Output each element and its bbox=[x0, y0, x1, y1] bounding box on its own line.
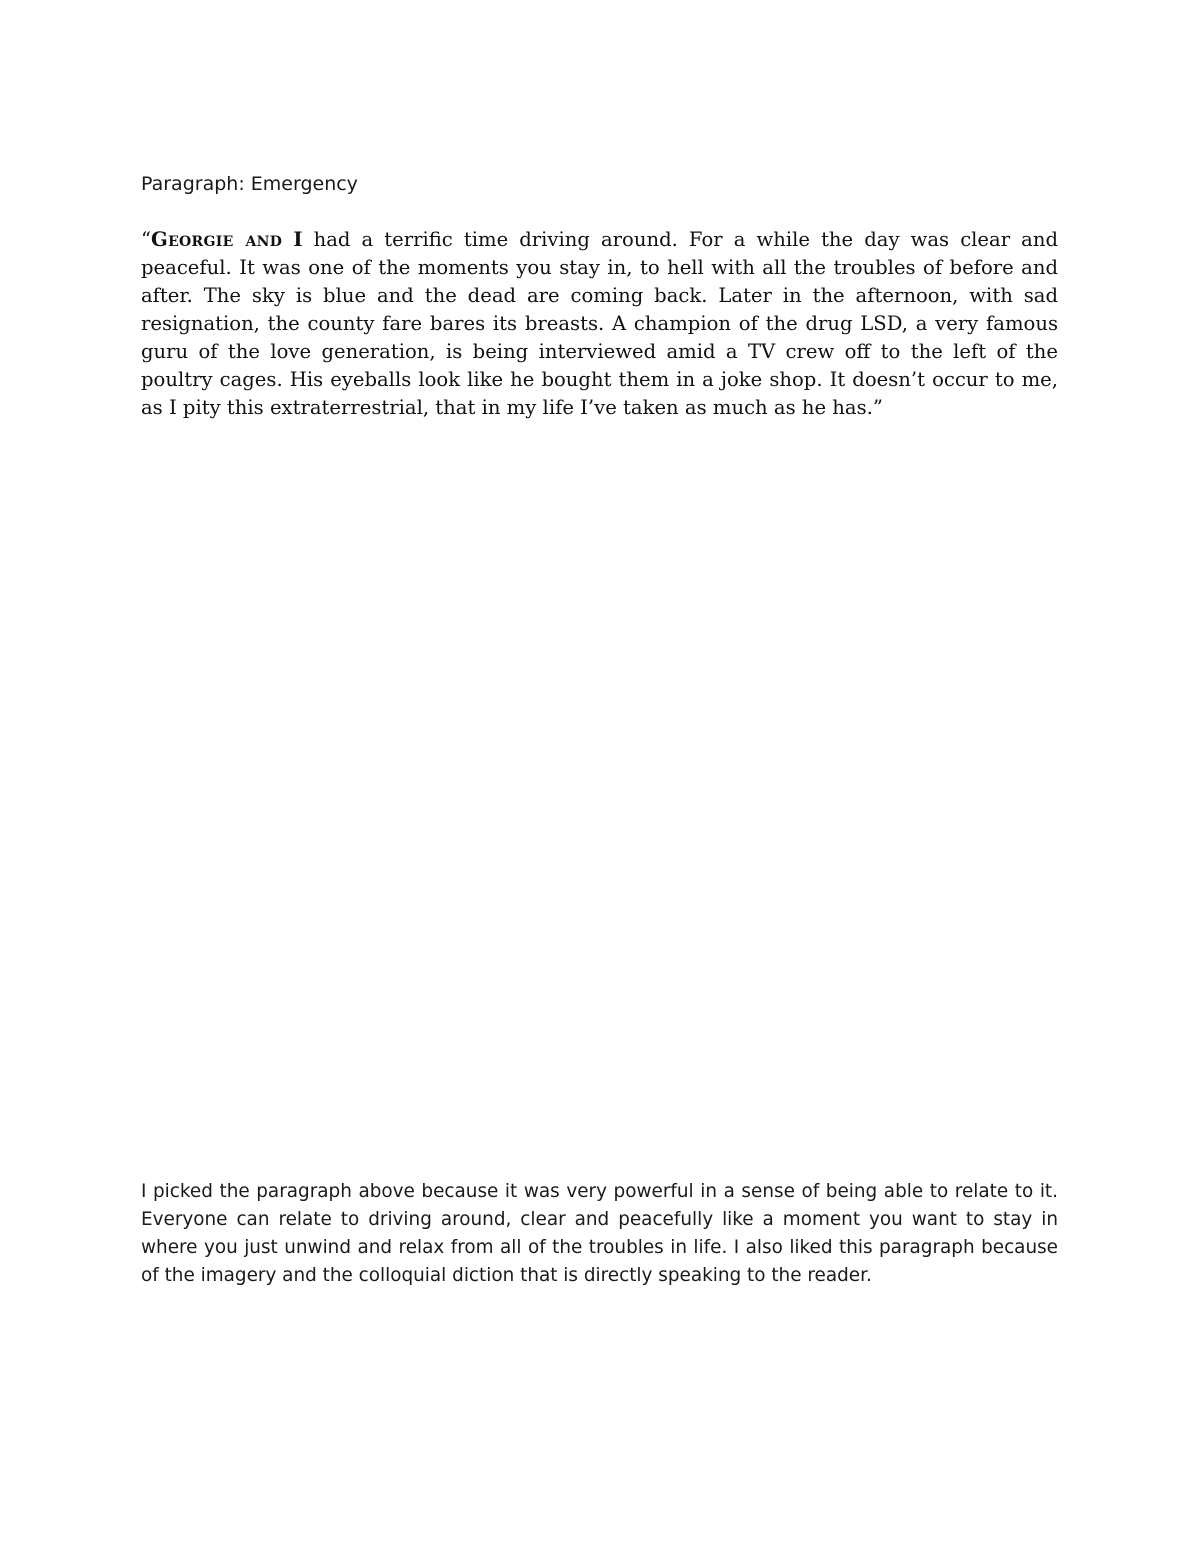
quote-open-mark: “ bbox=[141, 228, 152, 251]
quote-lead-smallcaps: Georgie and bbox=[151, 228, 283, 251]
quoted-paragraph bbox=[141, 226, 1058, 422]
paragraph-heading: Paragraph: Emergency bbox=[141, 173, 358, 195]
commentary-paragraph: I picked the paragraph above because it was very powerful in a sense of being able to relate to it. Everyone can relate to driving around, clear and peacefully like a moment you want to stay in where you just unwind and relax from all of the troubles in life. I also liked this paragraph because of the imagery and the colloquial diction that is directly speaking to the reader. bbox=[141, 1181, 1058, 1286]
quote-lead-word: I bbox=[293, 228, 303, 251]
quote-body: had a terrific time driving around. For a while the day was clear and peaceful. It was one of the moments you stay in, to hell with all the troubles of before and after. The sky is blue and the dead are coming back. Later in the afternoon, with sad resignation, the county fare bares its breasts. A champion of the drug LSD, a very famous guru of the love generation, is being interviewed amid a TV crew off to the left of the poultry cages. His eyeballs look like he bought them in a joke shop. It doesn’t occur to me, as I pity this extraterrestrial, that in my life I’ve taken as much as he has.” bbox=[141, 228, 1058, 419]
